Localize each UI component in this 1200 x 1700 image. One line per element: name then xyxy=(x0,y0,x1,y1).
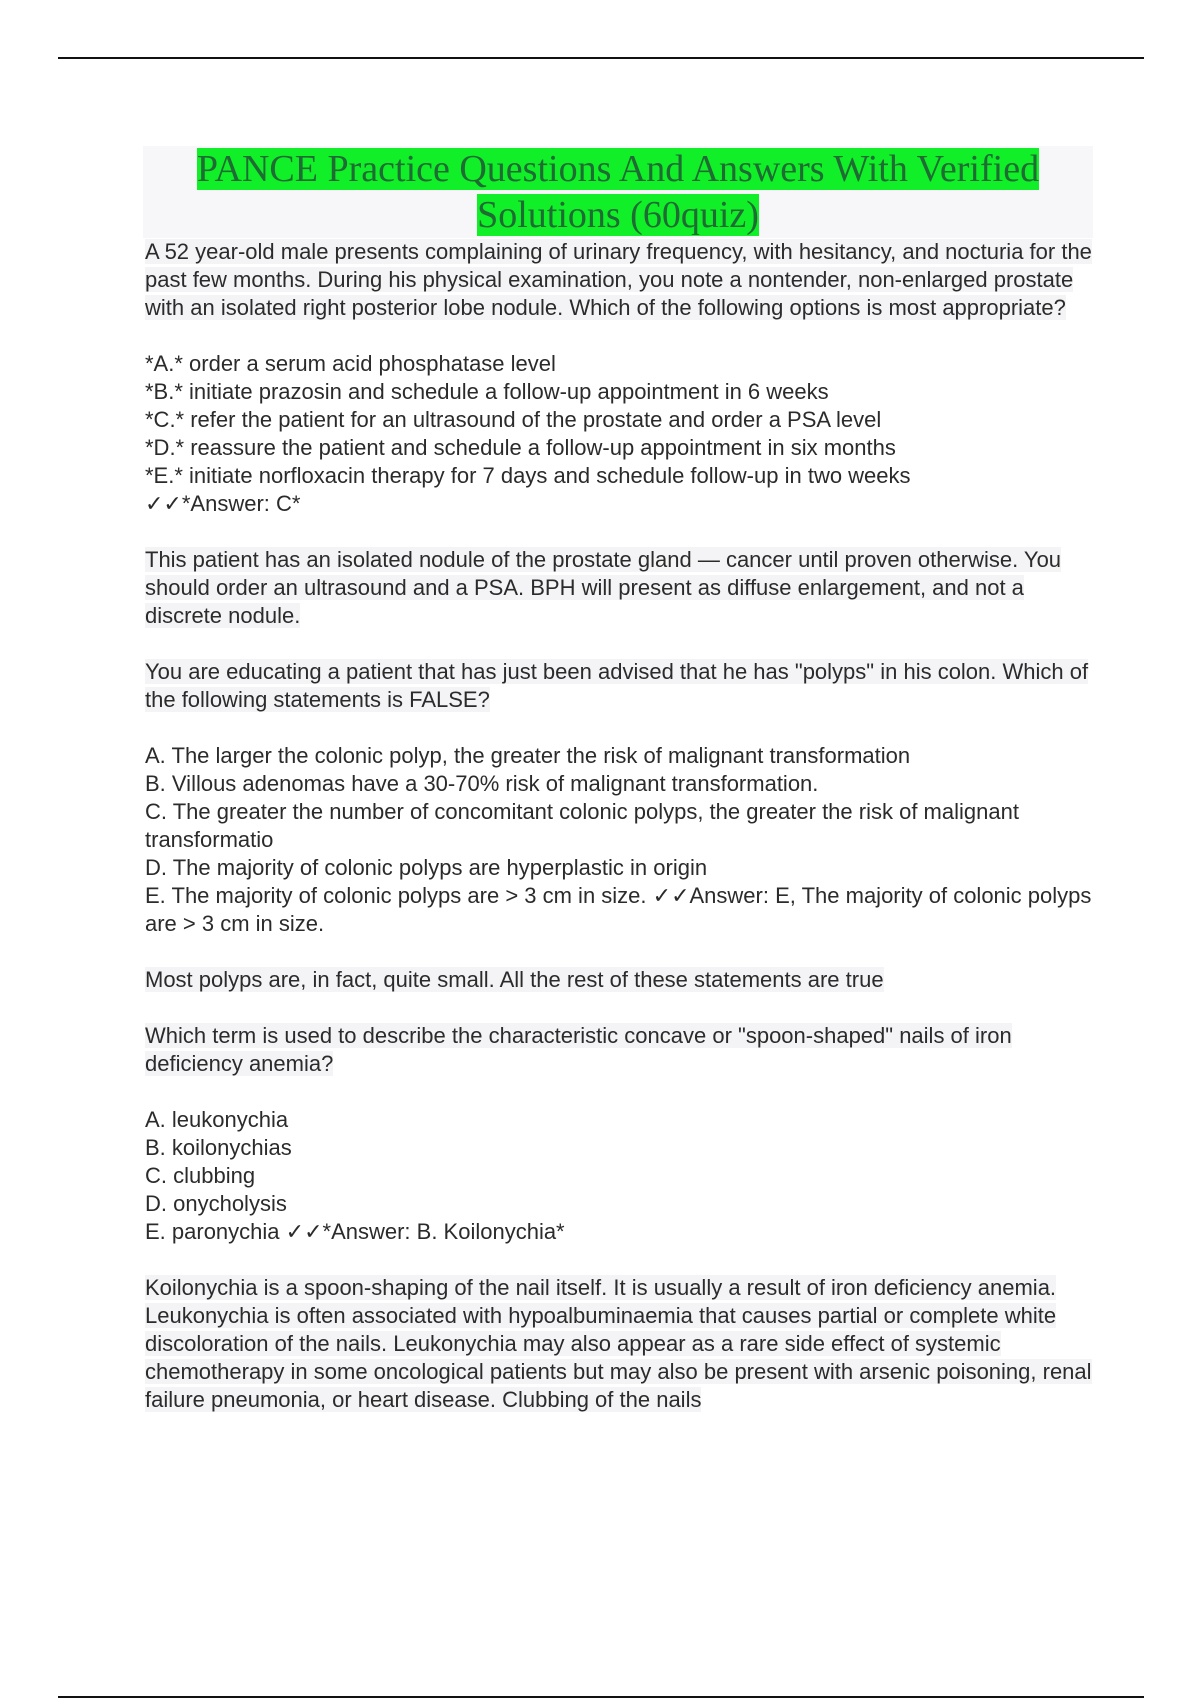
q3-option-b: B. koilonychias xyxy=(145,1135,292,1160)
q1-option-e: *E.* initiate norfloxacin therapy for 7 days and schedule follow-up in two weeks xyxy=(145,463,911,488)
top-rule xyxy=(58,57,1144,59)
q1-stem: A 52 year-old male presents complaining of urinary frequency, with hesitancy, and nocturia for the past few months. During his physical examination, you note a nontender, non-enlarged prostate with an isolated right posterior lobe nodule. Which of the following options is most appropriate? xyxy=(145,239,1092,320)
bottom-rule xyxy=(58,1696,1144,1698)
q2-option-a: A. The larger the colonic polyp, the greater the risk of malignant transformation xyxy=(145,743,911,768)
q2-stem: You are educating a patient that has just been advised that he has "polyps" in his colon. Which of the following statements is FALSE? xyxy=(145,659,1089,712)
q3-stem: Which term is used to describe the characteristic concave or "spoon-shaped" nails of iron deficiency anemia? xyxy=(145,1023,1012,1076)
q3-option-c: C. clubbing xyxy=(145,1163,256,1188)
page-title: PANCE Practice Questions And Answers With Verified Solutions (60quiz) xyxy=(196,148,1040,236)
q3-option-e-answer: E. paronychia ✓✓*Answer: B. Koilonychia* xyxy=(145,1219,565,1244)
document-body xyxy=(145,238,1095,1414)
q1-answer: ✓✓*Answer: C* xyxy=(145,491,301,516)
q3-explanation: Koilonychia is a spoon-shaping of the nail itself. It is usually a result of iron deficiency anemia. Leukonychia is often associated with hypoalbuminaemia that causes partial or complete white discoloration of the nails. Leukonychia may also appear as a rare side effect of systemic chemotherapy in some oncological patients but may also be present with arsenic poisoning, renal failure pneumonia, or heart disease. Clubbing of the nails xyxy=(145,1275,1092,1412)
q1-option-c: *C.* refer the patient for an ultrasound of the prostate and order a PSA level xyxy=(145,407,882,432)
q2-option-b: B. Villous adenomas have a 30-70% risk of malignant transformation. xyxy=(145,771,819,796)
q1-option-a: *A.* order a serum acid phosphatase level xyxy=(145,351,556,376)
q3-options xyxy=(145,1106,1095,1246)
title-block xyxy=(143,146,1093,238)
q3-option-d: D. onycholysis xyxy=(145,1191,287,1216)
q2-explanation: Most polyps are, in fact, quite small. All the rest of these statements are true xyxy=(145,967,884,992)
q3-option-a: A. leukonychia xyxy=(145,1107,289,1132)
q2-options xyxy=(145,742,1095,938)
q2-option-e-answer: E. The majority of colonic polyps are > 3 cm in size. ✓✓Answer: E, The majority of colonic polyps are > 3 cm in size. xyxy=(145,883,1092,936)
q1-explanation: This patient has an isolated nodule of the prostate gland — cancer until proven otherwise. You should order an ultrasound and a PSA. BPH will present as diffuse enlargement, and not a discrete nodule. xyxy=(145,547,1062,628)
q2-option-c: C. The greater the number of concomitant colonic polyps, the greater the risk of malignant transformatio xyxy=(145,799,1019,852)
q1-options xyxy=(145,350,1095,518)
q2-option-d: D. The majority of colonic polyps are hyperplastic in origin xyxy=(145,855,708,880)
q1-option-d: *D.* reassure the patient and schedule a follow-up appointment in six months xyxy=(145,435,896,460)
q1-option-b: *B.* initiate prazosin and schedule a follow-up appointment in 6 weeks xyxy=(145,379,829,404)
